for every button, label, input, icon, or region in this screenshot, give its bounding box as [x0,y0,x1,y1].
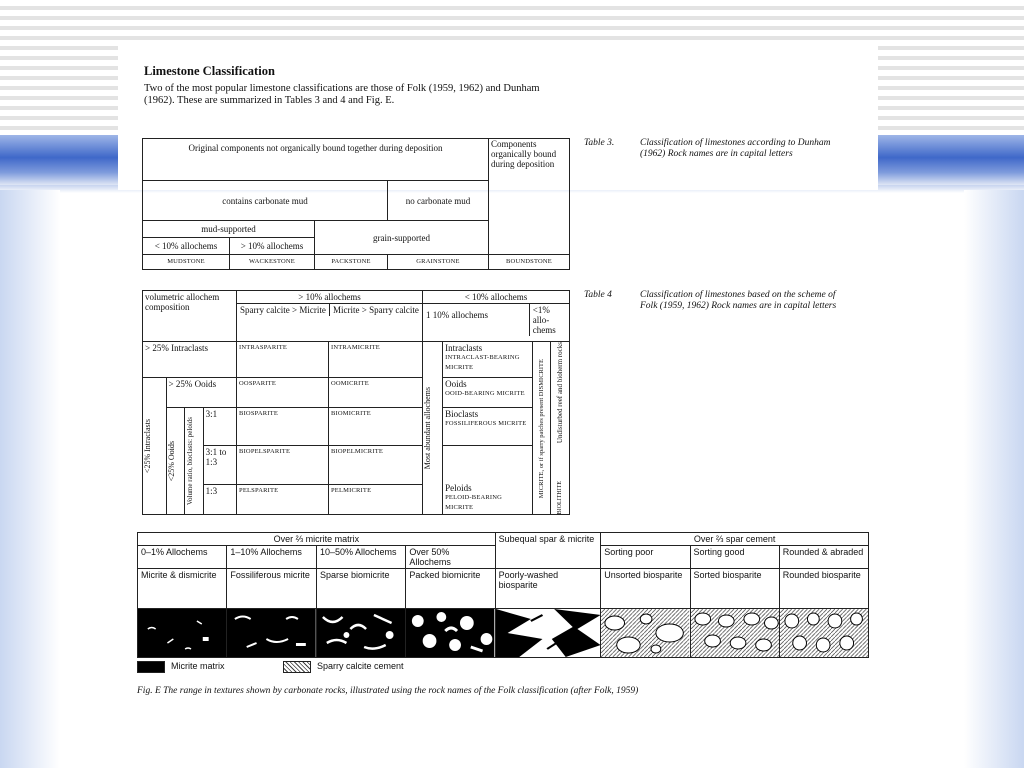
t4-intraclasts: > 25% Intraclasts [143,342,237,377]
t4-most-abundant: Most abundant allochems [423,387,433,470]
t4-volume-ratio: Volume ratio, bioclasts: peloids [186,416,195,505]
figE-spar-cement-header: Over ⅔ spar cement [601,533,869,546]
figE-head-0: 0–1% Allochems [138,546,227,569]
t3-mud-header: contains carbonate mud [143,181,388,221]
t4-biosparite: BIOSPARITE [237,407,329,446]
texture-rounded [779,609,868,658]
t4-micrite-cell [533,342,552,514]
legend-sparry-label: Sparry calcite cement [317,661,404,671]
t3-no-mud-header: no carbonate mud [388,181,489,221]
figE-head-6: Sorting good [690,546,779,569]
t4-micrite-gt-sparry: Micrite > Sparry calcite [333,305,419,315]
figE-head-3: Over 50% Allochems [406,546,495,569]
texture-micrite [138,609,227,658]
figE-name-0: Micrite & dismicrite [138,569,227,609]
t4-lt25-intraclasts-cell [143,377,167,514]
t4-biolithite: BIOLITHITE [557,480,564,514]
figE-name-6: Sorted biosparite [690,569,779,609]
figE-name-1: Fossiliferous micrite [227,569,317,609]
t4-intrasparite: INTRASPARITE [237,342,329,377]
slide-right-gradient [964,190,1024,768]
slide-left-gradient [0,190,60,768]
legend-sparry-swatch [283,661,311,673]
texture-fossiliferous [227,609,317,658]
t4-lt10-intraclasts-head: Intraclasts [445,343,483,354]
figE-micrite-matrix-header: Over ⅔ micrite matrix [138,533,496,546]
t4-lt10-header: < 10% allochems [423,291,569,304]
t4-biopelsparite: BIOPELSPARITE [237,446,329,485]
t4-lt1-column [532,342,569,515]
t4-lt25-intraclasts: <25% Intraclasts [143,418,152,473]
t4-lt10-ooids-head: Ooids [445,378,467,389]
figE-table [137,532,869,658]
t4-1-10-header: 1 10% allochems [423,304,530,336]
t4-sparry-gt-micrite: Sparry calcite > Micrite [237,304,330,316]
t4-lt25-ooids-cell [166,407,185,514]
t4-lt10-intraclasts [443,342,533,377]
table4-caption [584,290,854,330]
table3-caption [584,138,854,178]
figE-name-5: Unsorted biosparite [601,569,690,609]
figE-textures [138,609,869,658]
t4-lt10-peloids-name: PELOID-BEARING MICRITE [445,494,503,511]
table4-caption-label: Table 4 [584,290,612,300]
table3-caption-label: Table 3. [584,138,615,148]
t4-lt10-bioclasts-head: Bioclasts [445,408,479,419]
figE-head-5: Sorting poor [601,546,690,569]
texture-sorted [690,609,779,658]
t4-ratio-3-1: 3:1 [203,407,236,446]
figE-head-1: 1–10% Allochems [227,546,317,569]
t3-name-grainstone: GRAINSTONE [388,255,489,270]
t4-biopelmicrite: BIOPELMICRITE [328,446,422,485]
texture-unsorted [601,609,690,658]
page-title: Limestone Classification [144,64,275,78]
figE-head-7: Rounded & abraded [779,546,868,569]
t3-mud-supported: mud-supported [143,221,315,238]
figE-name-4: Poorly-washed biosparite [495,569,601,609]
legend-micrite-label: Micrite matrix [171,661,225,671]
t4-lt10-ooids-name: OOID-BEARING MICRITE [445,389,525,397]
t3-name-boundstone: BOUNDSTONE [489,255,570,270]
t4-lt10-bioclasts-name: FOSSILIFEROUS MICRITE [445,419,527,427]
t4-lt10-block [423,291,570,342]
t4-most-abundant-cell [423,342,443,515]
t3-grain-supported: grain-supported [315,221,489,255]
t3-not-bound-header: Original components not organically bound together during deposition [143,139,489,181]
t4-lt10-ooids [443,377,533,407]
legend-micrite-swatch [137,661,165,673]
t4-lt10-bioclasts [443,407,533,446]
figE-head-2: 10–50% Allochems [317,546,406,569]
table4-folk [142,290,570,515]
t4-volume-ratio-cell [185,407,204,514]
t4-ratio-1-3: 1:3 [203,484,236,514]
t4-gt10-block [237,291,423,342]
t4-reef: Undisturbed reef and bioherm rocks [556,342,565,444]
texture-sparse-biomicrite [317,609,406,658]
t4-lt1-header: <1% allo-chems [532,305,556,335]
t4-oomicrite: OOMICRITE [328,377,422,407]
table3-caption-text: Classification of limestones according to Dunham (1962) Rock names are in capital letters [640,138,831,159]
intro-paragraph: Two of the most popular limestone classifications are those of Folk (1959, 1962) and Dunham (1962). These are summarized in Tables 3 and 4 and Fig. E. [144,83,540,106]
figE-caption: Fig. E The range in textures shown by carbonate rocks, illustrated using the rock names of the Folk classification (after Folk, 1959) [137,686,639,696]
t4-intramicrite: INTRAMICRITE [328,342,422,377]
t3-name-mudstone: MUDSTONE [143,255,230,270]
t3-name-wackestone: WACKESTONE [230,255,315,270]
t4-pelsparite: PELSPARITE [237,484,329,514]
t4-volumetric-header: volumetric allochem composition [143,291,237,342]
t3-bound-header: Components organically bound during deposition [489,139,570,255]
t4-oosparite: OOSPARITE [237,377,329,407]
table4-caption-text: Classification of limestones based on the scheme of Folk (1959, 1962) Rock names are in capital letters [640,290,837,311]
figE-name-2: Sparse biomicrite [317,569,406,609]
t4-lt10-peloids-head: Peloids [445,483,472,493]
figE-name-3: Packed biomicrite [406,569,495,609]
t4-ratio-mid: 3:1 to 1:3 [203,446,236,485]
t4-micrite-dismicrite: MICRITE, or if sparry patches present DISMICRITE [537,358,545,498]
t4-lt10-peloids [443,446,533,515]
texture-poorly-washed [495,609,601,658]
t4-pelmicrite: PELMICRITE [328,484,422,514]
figE-subequal-header: Subequal spar & micrite [495,533,601,569]
t4-reef-cell [551,342,569,514]
t4-lt10-intraclasts-name: INTRACLAST-BEARING MICRITE [445,354,520,372]
figure-e [137,532,869,660]
t3-name-packstone: PACKSTONE [315,255,388,270]
table3-dunham [142,138,570,270]
texture-packed-biomicrite [406,609,495,658]
t4-ooids: > 25% Ooids [166,377,237,407]
t4-biomicrite: BIOMICRITE [328,407,422,446]
t4-gt10-header: > 10% allochems [237,291,422,304]
t4-lt25-ooids: <25% Ooids [166,440,176,482]
figE-name-7: Rounded biosparite [779,569,868,609]
t3-lt10: < 10% allochems [143,238,230,255]
t3-gt10: > 10% allochems [230,238,315,255]
